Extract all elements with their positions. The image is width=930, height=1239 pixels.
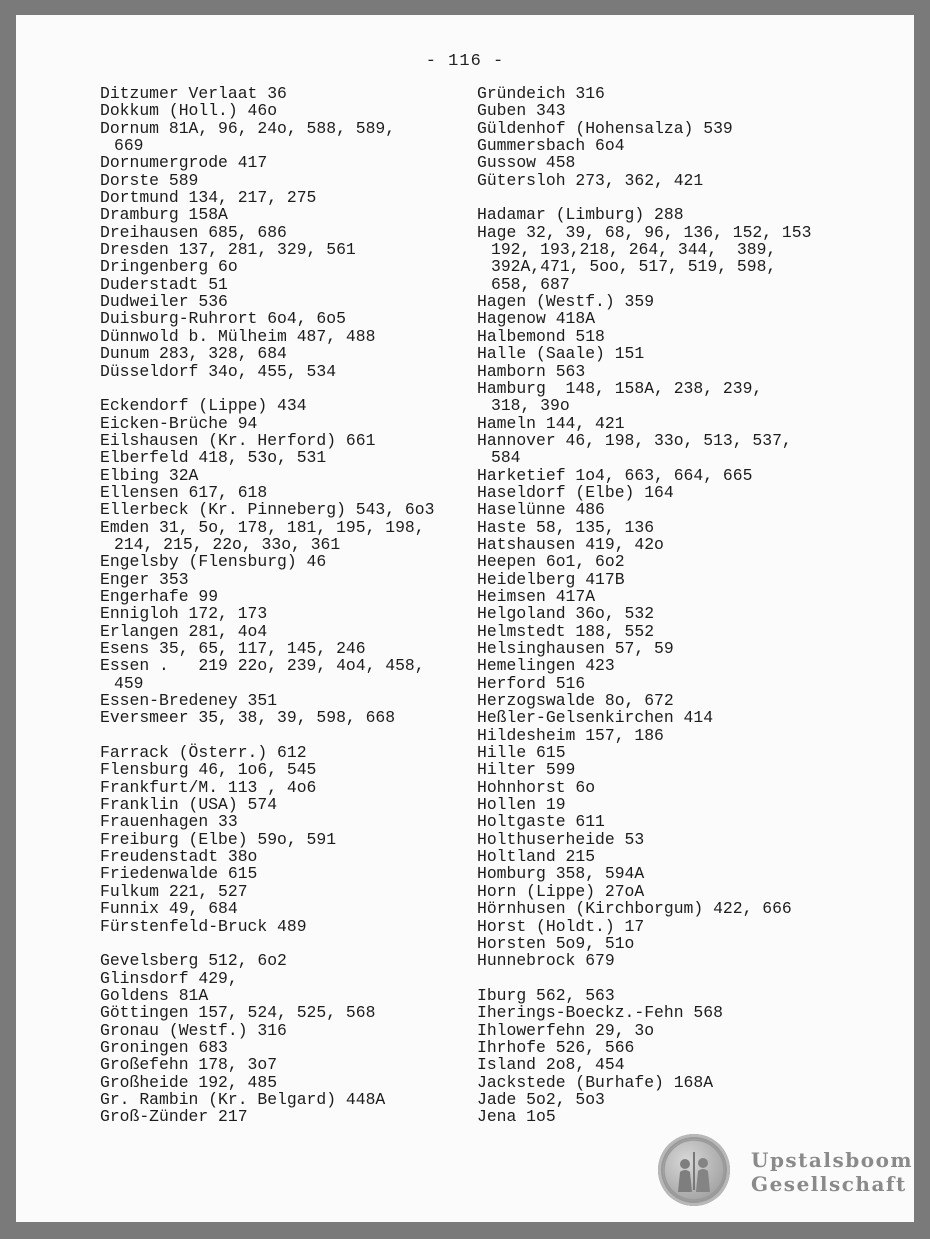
index-entry: [100, 918, 480, 935]
index-entry: [100, 120, 480, 155]
index-entry: [100, 449, 480, 466]
index-entry: [477, 640, 897, 657]
index-entry: [477, 865, 897, 882]
entry-text: Gummersbach 6o4: [477, 136, 625, 156]
entry-text: Fürstenfeld-Bruck 489: [100, 916, 307, 936]
index-entry: [477, 987, 897, 1004]
entry-text: Ennigloh 172, 173: [100, 604, 268, 624]
entry-text: Jena 1o5: [477, 1107, 556, 1127]
entry-continuation: 459: [114, 673, 144, 693]
index-column-right: [477, 85, 897, 1126]
entry-text: Harketief 1o4, 663, 664, 665: [477, 465, 753, 485]
entry-text: Dornumergrode 417: [100, 153, 268, 173]
index-entry: [100, 744, 480, 761]
entry-text: Iherings-Boeckz.-Fehn 568: [477, 1003, 723, 1023]
entry-text: Eilshausen (Kr. Herford) 661: [100, 430, 376, 450]
index-entry: [100, 1056, 480, 1073]
entry-text: Düsseldorf 34o, 455, 534: [100, 361, 337, 381]
index-entry: [100, 987, 480, 1004]
index-entry: [100, 865, 480, 882]
entry-text: Freiburg (Elbe) 59o, 591: [100, 829, 337, 849]
entry-text: Hille 615: [477, 743, 566, 763]
entry-text: Engerhafe 99: [100, 586, 219, 606]
entry-text: Elberfeld 418, 53o, 531: [100, 448, 327, 468]
entry-text: Ihlowerfehn 29, 3o: [477, 1020, 655, 1040]
section-gap: [477, 970, 897, 987]
entry-text: Dresden 137, 281, 329, 561: [100, 240, 356, 260]
index-entry: [477, 224, 897, 293]
entry-text: Friedenwalde 615: [100, 864, 258, 884]
entry-text: Jade 5o2, 5o3: [477, 1089, 605, 1109]
index-entry: [100, 1091, 480, 1108]
entry-text: Horsten 5o9, 51o: [477, 933, 635, 953]
entry-text: Elbing 32A: [100, 465, 199, 485]
entry-text: Haste 58, 135, 136: [477, 517, 655, 537]
seal-icon: [658, 1134, 730, 1206]
index-entry: [100, 1004, 480, 1021]
index-entry: [477, 345, 897, 362]
entry-text: Ellerbeck (Kr. Pinneberg) 543, 6o3: [100, 500, 435, 520]
entry-text: Hilter 599: [477, 760, 576, 780]
index-entry: [477, 363, 897, 380]
watermark: [658, 1134, 914, 1214]
section-gap: [477, 189, 897, 206]
entry-text: Iburg 562, 563: [477, 985, 615, 1005]
index-entry: [100, 310, 480, 327]
index-entry: [100, 397, 480, 414]
index-entry: [477, 501, 897, 518]
entry-text: Eversmeer 35, 38, 39, 598, 668: [100, 708, 396, 728]
entry-text: Haselünne 486: [477, 500, 605, 520]
index-entry: [100, 657, 480, 692]
index-entry: [477, 310, 897, 327]
index-entry: [477, 831, 897, 848]
index-entry: [100, 1108, 480, 1125]
index-column-left: [100, 85, 480, 1126]
entry-text: Gr. Rambin (Kr. Belgard) 448A: [100, 1089, 386, 1109]
entry-text: Hildesheim 157, 186: [477, 725, 664, 745]
entry-text: Gussow 458: [477, 153, 576, 173]
index-entry: [477, 1022, 897, 1039]
index-entry: [477, 571, 897, 588]
entry-text: Hörnhusen (Kirchborgum) 422, 666: [477, 899, 792, 919]
entry-text: Helsinghausen 57, 59: [477, 639, 674, 658]
entry-text: Halle (Saale) 151: [477, 344, 645, 364]
index-entry: [477, 657, 897, 674]
index-entry: [477, 467, 897, 484]
entry-text: Holtland 215: [477, 847, 596, 867]
index-entry: [477, 137, 897, 154]
index-entry: [100, 883, 480, 900]
index-entry: [477, 952, 897, 969]
index-entry: [477, 380, 897, 415]
entry-text: Hohnhorst 6o: [477, 777, 596, 797]
index-entry: [477, 761, 897, 778]
index-entry: [477, 588, 897, 605]
index-entry: [100, 605, 480, 622]
entry-continuation: 192, 193,218, 264, 344, 389,: [491, 240, 777, 260]
index-entry: [477, 1074, 897, 1091]
entry-text: Dünnwold b. Mülheim 487, 488: [100, 326, 376, 346]
index-entry: [477, 154, 897, 171]
entry-text: Hagen (Westf.) 359: [477, 292, 655, 312]
index-entry: [100, 415, 480, 432]
entry-text: Hamborn 563: [477, 361, 586, 381]
index-entry: [100, 831, 480, 848]
entry-text: Horn (Lippe) 27oA: [477, 881, 645, 901]
index-entry: [100, 796, 480, 813]
entry-text: Frankfurt/M. 113 , 4o6: [100, 777, 317, 797]
entry-text: Heepen 6o1, 6o2: [477, 552, 625, 572]
index-entry: [100, 293, 480, 310]
index-entry: [100, 432, 480, 449]
section-gap: [100, 935, 480, 952]
entry-text: Hatshausen 419, 42o: [477, 534, 664, 554]
entry-text: Helgoland 36o, 532: [477, 604, 655, 624]
entry-text: Duderstadt 51: [100, 274, 228, 294]
entry-text: Dudweiler 536: [100, 292, 228, 312]
entry-text: Erlangen 281, 4o4: [100, 621, 268, 641]
index-entry: [477, 1108, 897, 1125]
entry-text: Gronau (Westf.) 316: [100, 1020, 287, 1040]
entry-text: Hameln 144, 421: [477, 413, 625, 433]
index-entry: [100, 623, 480, 640]
index-entry: [477, 900, 897, 917]
index-entry: [477, 293, 897, 310]
entry-text: Fulkum 221, 527: [100, 881, 248, 901]
entry-text: Herzogswalde 8o, 672: [477, 691, 674, 711]
entry-text: Enger 353: [100, 569, 189, 589]
index-entry: [477, 328, 897, 345]
entry-text: Hannover 46, 198, 33o, 513, 537,: [477, 430, 792, 450]
index-entry: [477, 623, 897, 640]
entry-text: Groß-Zünder 217: [100, 1107, 248, 1127]
entry-text: Dringenberg 6o: [100, 257, 238, 277]
index-entry: [100, 258, 480, 275]
entry-text: Dornum 81A, 96, 24o, 588, 589,: [100, 118, 396, 138]
entry-text: Gütersloh 273, 362, 421: [477, 170, 704, 190]
entry-text: Dreihausen 685, 686: [100, 222, 287, 242]
entry-text: Helmstedt 188, 552: [477, 621, 655, 641]
index-entry: [477, 744, 897, 761]
entry-text: Dramburg 158A: [100, 205, 228, 225]
entry-text: Island 2o8, 454: [477, 1055, 625, 1075]
entry-text: Esens 35, 65, 117, 145, 246: [100, 639, 366, 658]
entry-text: Goldens 81A: [100, 985, 209, 1005]
entry-text: Heidelberg 417B: [477, 569, 625, 589]
entry-text: Hage 32, 39, 68, 96, 136, 152, 153: [477, 222, 812, 242]
index-entry: [477, 432, 897, 467]
index-entry: [100, 692, 480, 709]
entry-text: Güldenhof (Hohensalza) 539: [477, 118, 733, 138]
entry-text: Holthuserheide 53: [477, 829, 645, 849]
index-entry: [100, 85, 480, 102]
index-entry: [477, 605, 897, 622]
index-entry: [100, 484, 480, 501]
entry-text: Hamburg 148, 158A, 238, 239,: [477, 378, 763, 398]
entry-text: Eicken-Brüche 94: [100, 413, 258, 433]
society-name-line1: Upstalsboom: [751, 1148, 914, 1172]
index-entry: [477, 813, 897, 830]
index-entry: [100, 588, 480, 605]
entry-text: Dortmund 134, 217, 275: [100, 188, 317, 208]
entry-text: Göttingen 157, 524, 525, 568: [100, 1003, 376, 1023]
entry-text: Dorste 589: [100, 170, 199, 190]
index-entry: [477, 172, 897, 189]
index-entry: [100, 571, 480, 588]
entry-text: Hagenow 418A: [477, 309, 596, 329]
entry-text: Hollen 19: [477, 795, 566, 815]
entry-text: Holtgaste 611: [477, 812, 605, 832]
index-entry: [100, 761, 480, 778]
index-entry: [100, 154, 480, 171]
entry-text: Engelsby (Flensburg) 46: [100, 552, 327, 572]
entry-text: Frauenhagen 33: [100, 812, 238, 832]
index-entry: [477, 727, 897, 744]
index-entry: [477, 848, 897, 865]
entry-text: Horst (Holdt.) 17: [477, 916, 645, 936]
index-entry: [100, 952, 480, 969]
index-entry: [477, 120, 897, 137]
entry-text: Groningen 683: [100, 1037, 228, 1057]
entry-text: Heßler-Gelsenkirchen 414: [477, 708, 714, 728]
index-entry: [100, 467, 480, 484]
page-number: - 116 -: [425, 52, 505, 71]
index-entry: [100, 1074, 480, 1091]
index-entry: [477, 1091, 897, 1108]
entry-text: Essen-Bredeney 351: [100, 691, 278, 711]
entry-text: Gevelsberg 512, 6o2: [100, 951, 287, 971]
society-name-line2: Gesellschaft: [751, 1172, 907, 1196]
index-entry: [100, 172, 480, 189]
index-entry: [100, 206, 480, 223]
index-entry: [477, 1039, 897, 1056]
index-entry: [100, 519, 480, 554]
entry-continuation: 392A,471, 5oo, 517, 519, 598,: [491, 257, 777, 277]
index-entry: [100, 640, 480, 657]
index-entry: [477, 779, 897, 796]
entry-text: Dunum 283, 328, 684: [100, 344, 287, 364]
index-entry: [100, 328, 480, 345]
index-entry: [100, 1039, 480, 1056]
index-entry: [100, 276, 480, 293]
entry-text: Hemelingen 423: [477, 656, 615, 676]
entry-text: Großefehn 178, 3o7: [100, 1055, 278, 1075]
index-entry: [100, 363, 480, 380]
entry-text: Jackstede (Burhafe) 168A: [477, 1072, 714, 1092]
index-entry: [477, 796, 897, 813]
entry-text: Ihrhofe 526, 566: [477, 1037, 635, 1057]
index-entry: [100, 779, 480, 796]
entry-text: Hadamar (Limburg) 288: [477, 205, 684, 225]
index-entry: [477, 415, 897, 432]
index-entry: [100, 900, 480, 917]
index-entry: [477, 1056, 897, 1073]
document-page: [16, 15, 914, 1222]
index-entry: [477, 102, 897, 119]
entry-text: Ellensen 617, 618: [100, 482, 268, 502]
entry-text: Glinsdorf 429,: [100, 968, 238, 988]
entry-text: Essen . 219 22o, 239, 4o4, 458,: [100, 656, 425, 676]
index-entry: [100, 1022, 480, 1039]
entry-text: Haseldorf (Elbe) 164: [477, 482, 674, 502]
entry-text: Ditzumer Verlaat 36: [100, 84, 287, 103]
index-entry: [100, 241, 480, 258]
index-entry: [477, 709, 897, 726]
section-gap: [100, 727, 480, 744]
entry-text: Funnix 49, 684: [100, 899, 238, 919]
entry-text: Emden 31, 5o, 178, 181, 195, 198,: [100, 517, 425, 537]
entry-continuation: 669: [114, 136, 144, 156]
entry-continuation: 214, 215, 22o, 33o, 361: [114, 534, 341, 554]
entry-continuation: 584: [491, 448, 521, 468]
entry-text: Guben 343: [477, 101, 566, 121]
entry-text: Homburg 358, 594A: [477, 864, 645, 884]
entry-text: Gründeich 316: [477, 84, 605, 103]
index-entry: [477, 519, 897, 536]
index-entry: [477, 536, 897, 553]
index-entry: [477, 484, 897, 501]
entry-text: Dokkum (Holl.) 46o: [100, 101, 278, 121]
entry-text: Franklin (USA) 574: [100, 795, 278, 815]
section-gap: [100, 380, 480, 397]
entry-continuation: 658, 687: [491, 274, 570, 294]
entry-text: Großheide 192, 485: [100, 1072, 278, 1092]
index-entry: [477, 553, 897, 570]
entry-text: Duisburg-Ruhrort 6o4, 6o5: [100, 309, 346, 329]
entry-text: Herford 516: [477, 673, 586, 693]
index-entry: [477, 85, 897, 102]
index-entry: [100, 813, 480, 830]
index-entry: [100, 345, 480, 362]
index-entry: [477, 935, 897, 952]
entry-text: Freudenstadt 38o: [100, 847, 258, 867]
entry-text: Flensburg 46, 1o6, 545: [100, 760, 317, 780]
index-entry: [100, 553, 480, 570]
index-entry: [477, 675, 897, 692]
entry-text: Farrack (Österr.) 612: [100, 743, 307, 763]
index-entry: [100, 189, 480, 206]
index-entry: [100, 848, 480, 865]
index-entry: [100, 709, 480, 726]
entry-text: Eckendorf (Lippe) 434: [100, 396, 307, 416]
index-entry: [100, 970, 480, 987]
entry-text: Hunnebrock 679: [477, 951, 615, 971]
entry-text: Heimsen 417A: [477, 586, 596, 606]
index-entry: [100, 224, 480, 241]
index-entry: [477, 883, 897, 900]
index-entry: [100, 501, 480, 518]
entry-text: Halbemond 518: [477, 326, 605, 346]
entry-continuation: 318, 39o: [491, 396, 570, 416]
index-entry: [477, 1004, 897, 1021]
index-entry: [477, 918, 897, 935]
index-entry: [100, 102, 480, 119]
index-entry: [477, 206, 897, 223]
index-entry: [477, 692, 897, 709]
